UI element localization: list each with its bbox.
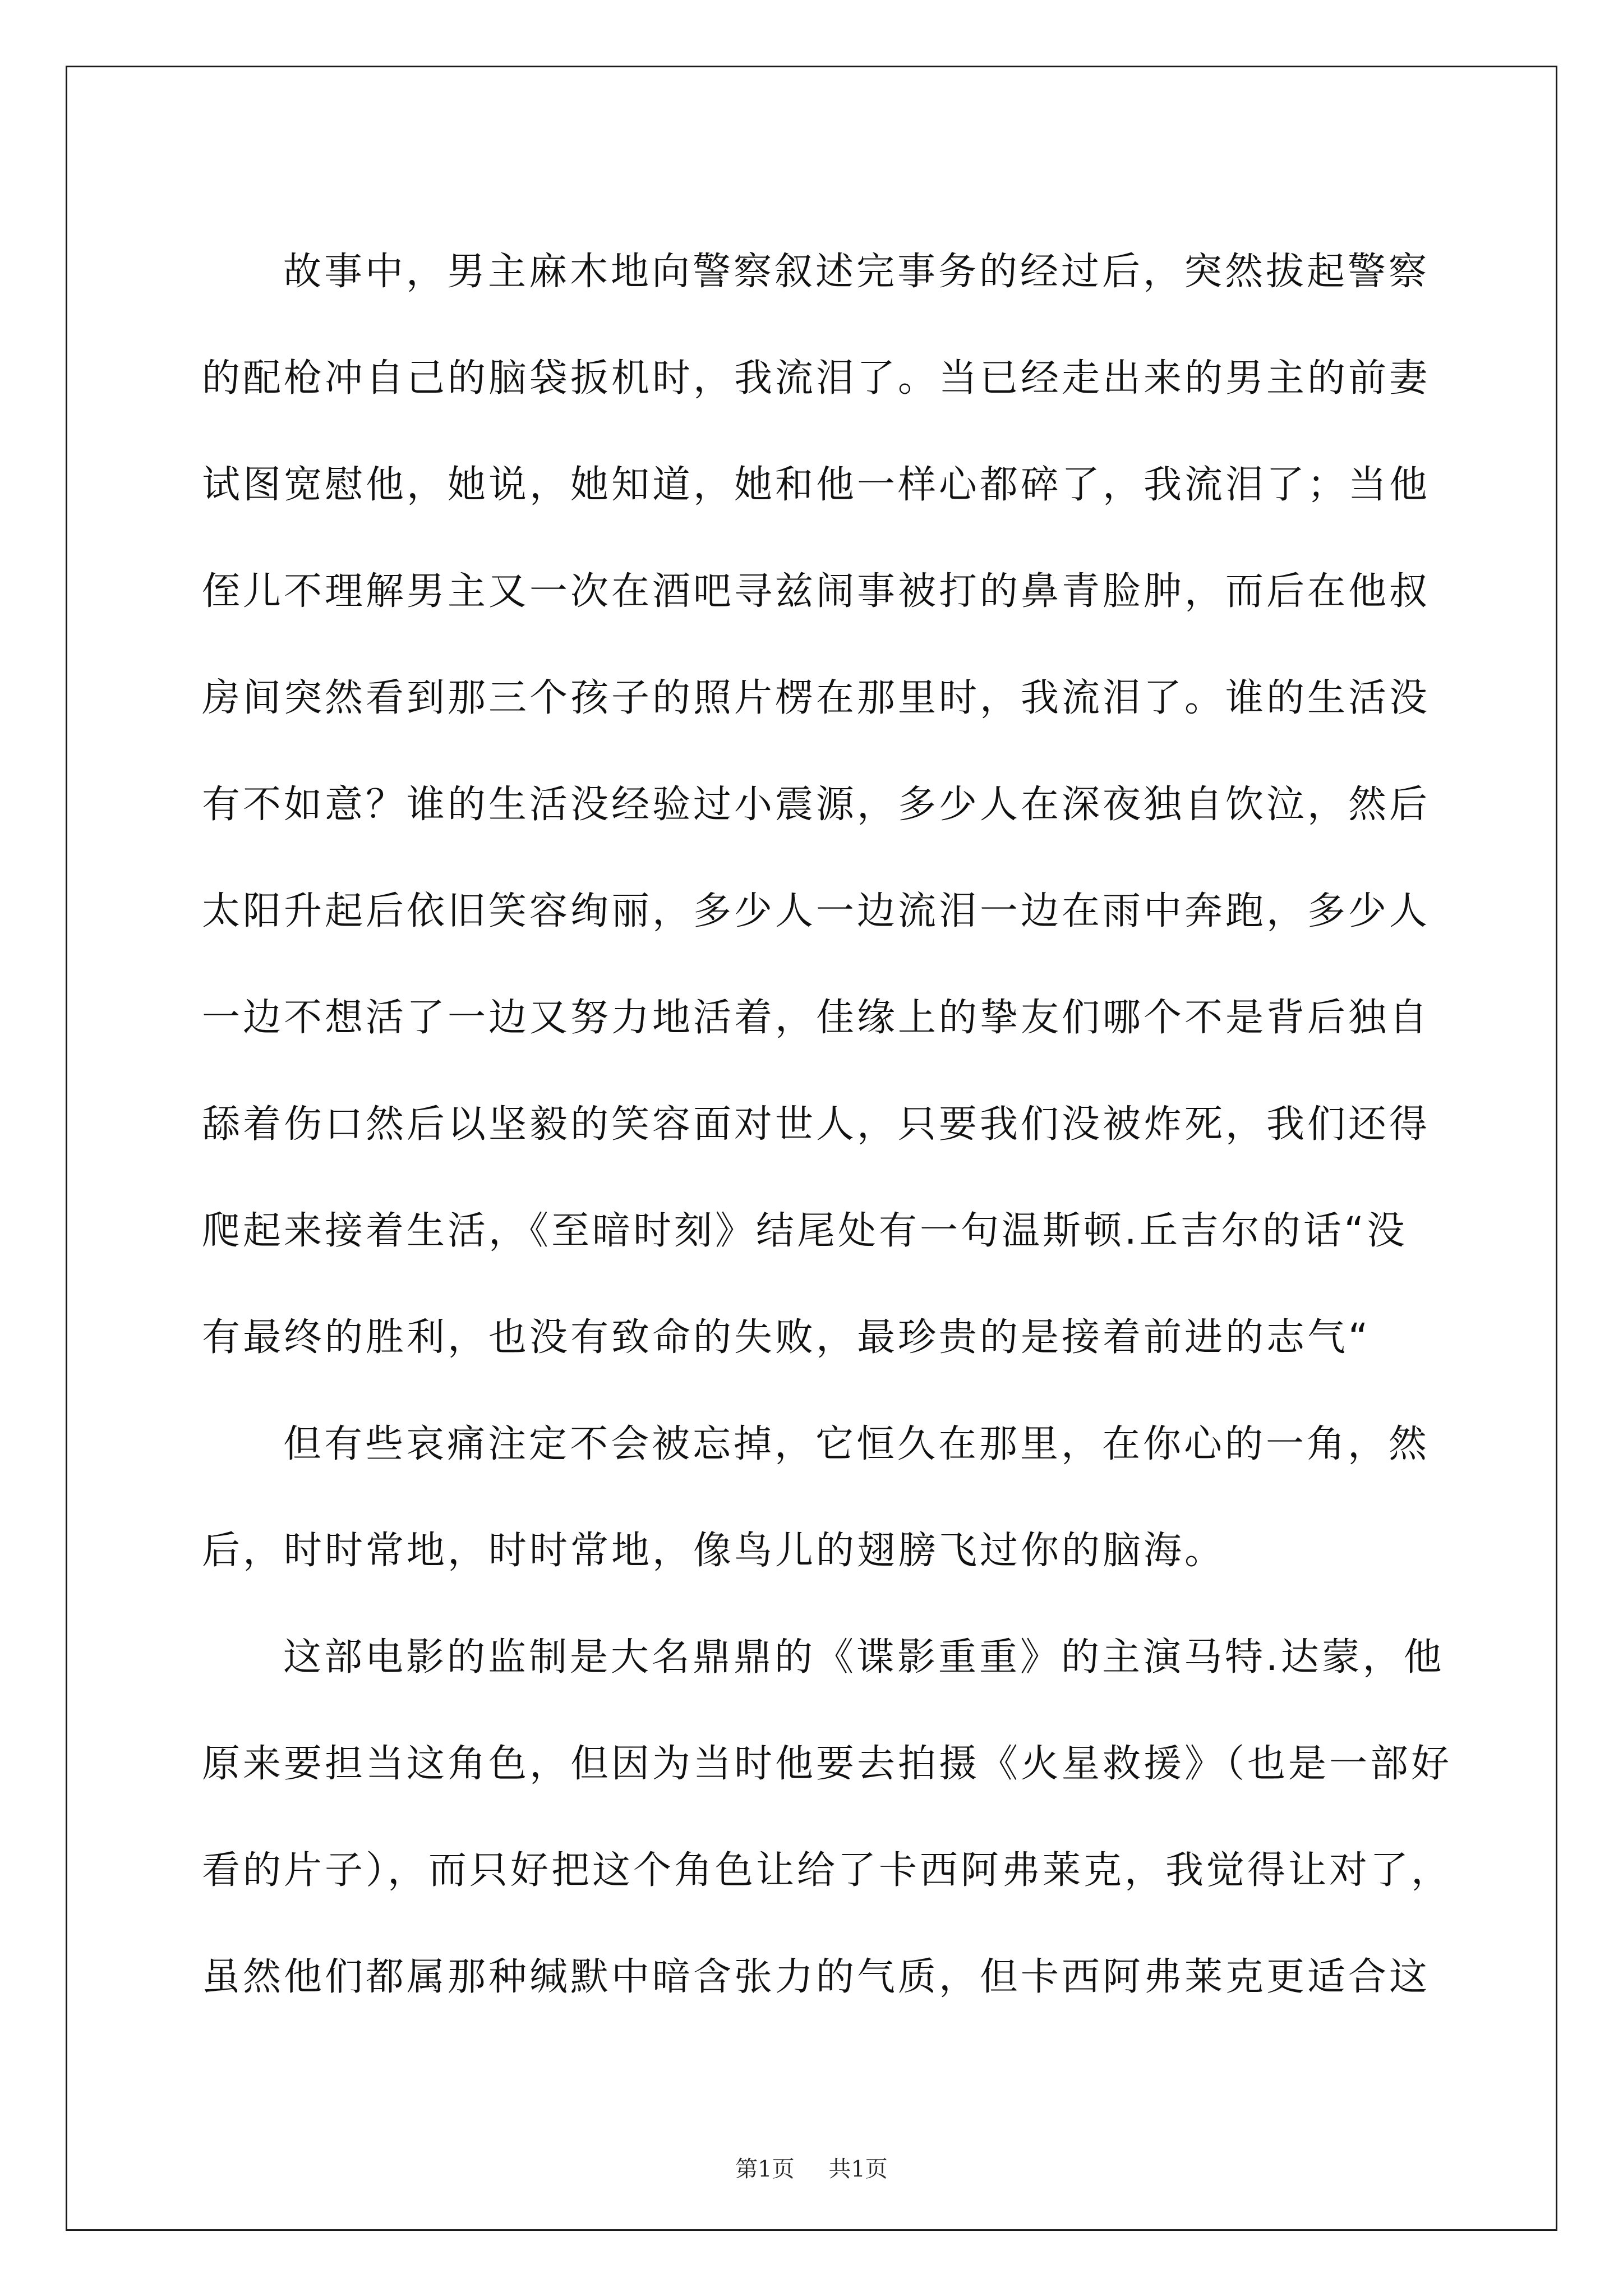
paragraph-1-line-3: 试图宽慰他，她说，她知道，她和他一样心都碎了，我流泪了；当他 xyxy=(202,463,1431,507)
paragraph-2-line-1: 但有些哀痛注定不会被忘掉，它恒久在那里，在你心的一角，然 xyxy=(283,1422,1430,1466)
paragraph-1-line-8: 一边不想活了一边又努力地活着，佳缘上的挚友们哪个不是背后独自 xyxy=(202,996,1431,1040)
paragraph-3-line-2: 原来要担当这角色，但因为当时他要去拍摄《火星救援》（也是一部好 xyxy=(202,1742,1453,1786)
page-number-total: 共1页 xyxy=(828,2156,888,2182)
paragraph-1-line-9: 舔着伤口然后以坚毅的笑容面对世人，只要我们没被炸死，我们还得 xyxy=(202,1102,1431,1147)
paragraph-1-line-7: 太阳升起后依旧笑容绚丽，多少人一边流泪一边在雨中奔跑，多少人 xyxy=(202,889,1431,933)
paragraph-3-line-1: 这部电影的监制是大名鼎鼎的《谍影重重》的主演马特.达蒙，他 xyxy=(283,1635,1445,1680)
paragraph-1-line-10: 爬起来接着生活，《至暗时刻》结尾处有一句温斯顿.丘吉尔的话“没 xyxy=(202,1209,1408,1253)
paragraph-3-line-3: 看的片子），而只好把这个角色让给了卡西阿弗莱克，我觉得让对了， xyxy=(202,1848,1453,1893)
document-body xyxy=(202,219,1458,2031)
paragraph-1-line-4: 侄儿不理解男主又一次在酒吧寻兹闹事被打的鼻青脸肿，而后在他叔 xyxy=(202,569,1431,614)
page-footer xyxy=(0,2151,1623,2183)
paragraph-1-line-5: 房间突然看到那三个孩子的照片楞在那里时，我流泪了。谁的生活没 xyxy=(202,676,1431,720)
paragraph-1-line-6: 有不如意？谁的生活没经验过小震源，多少人在深夜独自饮泣，然后 xyxy=(202,783,1431,827)
paragraph-1-line-11: 有最终的胜利，也没有致命的失败，最珍贵的是接着前进的志气“ xyxy=(202,1315,1371,1360)
page-number-current: 第1页 xyxy=(735,2156,795,2182)
paragraph-1-line-1: 故事中，男主麻木地向警察叙述完事务的经过后，突然拔起警察 xyxy=(283,250,1430,294)
paragraph-2-line-2: 后，时时常地，时时常地，像鸟儿的翅膀飞过你的脑海。 xyxy=(202,1529,1226,1573)
paragraph-1-line-2: 的配枪冲自己的脑袋扳机时，我流泪了。当已经走出来的男主的前妻 xyxy=(202,356,1431,401)
paragraph-3-line-4: 虽然他们都属那种缄默中暗含张力的气质，但卡西阿弗莱克更适合这 xyxy=(202,1955,1431,1999)
